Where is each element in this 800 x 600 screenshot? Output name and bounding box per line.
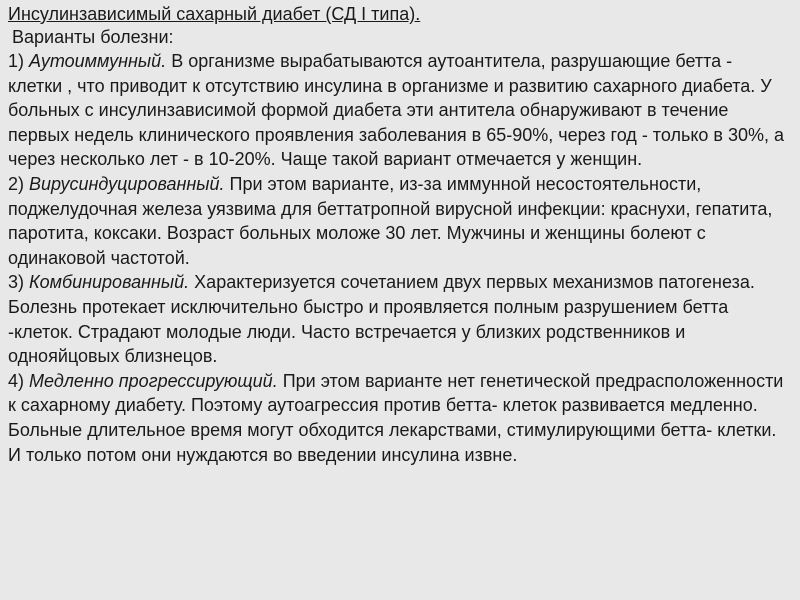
item-number: 2): [8, 173, 25, 194]
item-number: 1): [8, 51, 25, 71]
list-item-virus-induced: [8, 172, 790, 270]
list-item-combined: [8, 270, 790, 368]
item-label: Комбинированный.: [29, 272, 190, 293]
item-number: 4): [8, 370, 25, 391]
item-label: Медленно прогрессирующий.: [29, 370, 278, 391]
item-text: При этом варианте, из-за иммунной несостоятельности, поджелудочная железа уязвима для беттатропной вирусной инфекции: краснухи, гепатита, паротита, коксаки. Возраст больных моложе 30 лет. Мужчины и женщины болеют с одинаковой частотой.: [8, 173, 773, 268]
item-text: В организме вырабатываются аутоантитела, разрушающие бетта - клетки , что приводит к отсутствию инсулина в организме и развитию сахарного диабета. У больных с инсулинзависимой формой диабета эти антитела обнаруживают в течение первых недель клинического проявления заболевания в 65-90%, через год - только в 30%, а через несколько лет - в 10-20%. Чаще такой вариант отмечается у женщин.: [8, 51, 785, 170]
item-number: 3): [8, 272, 25, 293]
item-text: Характеризуется сочетанием двух первых механизмов патогенеза. Болезнь протекает исключительно быстро и проявляется полным разрушением бетта -клеток. Страдают молодые люди. Часто встречается у близких родственников и однояйцовых близнецов.: [8, 272, 755, 367]
item-label: Аутоиммунный.: [29, 51, 167, 71]
list-item-autoimmune: [8, 49, 790, 172]
item-text: При этом варианте нет генетической предрасположенности к сахарному диабету. Поэтому аутоагрессия против бетта- клеток развивается медленно. Больные длительное время могут обходится лекарствами, стимулирующими бетта- клетки. И только потом они нуждаются во введении инсулина извне.: [8, 370, 784, 465]
document-title: Инсулинзависимый сахарный диабет (СД I типа).: [8, 4, 421, 24]
item-label: Вирусиндуцированный.: [29, 173, 225, 194]
document-subtitle: Варианты болезни:: [12, 27, 174, 47]
list-item-slowly-progressive: [8, 369, 790, 467]
